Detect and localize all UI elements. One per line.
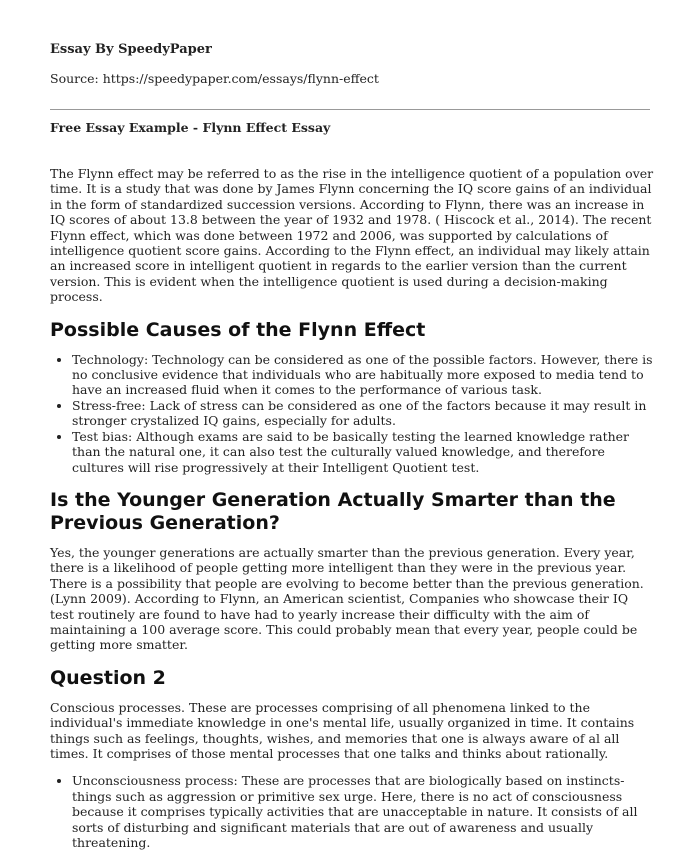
list-item: • Technology: Technology can be considered as one of the possible factors. However, there is no conclusive evidence that individuals who are habitually more exposed to media tend to have an increased fluid when it comes to the performance of various task. [72, 352, 655, 398]
question-2-paragraph: Conscious processes. These are processes comprising of all phenomena linked to the individual's immediate knowledge in one's mental life, usually organized in time. It contains things such as feelings, thoughts, wishes, and memories that one is always aware of al all times. It comprises of those mental processes that one talks and thinks about rationally. [50, 699, 635, 761]
generation-paragraph: Yes, the younger generations are actually smarter than the previous generation. Every year, there is a likelihood of people getting more intelligent than they were in the previous year. There is a possibility that people are evolving to become better than the previous generation. (Lynn 2009). According to Flynn, an American scientist, Companies who showcase their IQ test routinely are found to have had to yearly increase their difficulty with the aim of maintaining a 100 average score. This could probably mean that every year, people could be getting more smatter. [50, 544, 644, 653]
source-line: Source: https://speedypaper.com/essays/flynn-effect [50, 71, 379, 86]
section-heading-question-2: Question 2 [50, 666, 166, 689]
list-item: • Stress-free: Lack of stress can be considered as one of the factors because it may result in stronger crystalized IQ gains, especially for adults. [72, 398, 655, 429]
processes-list [50, 773, 655, 850]
header-divider [50, 109, 650, 110]
section-heading-causes: Possible Causes of the Flynn Effect [50, 318, 426, 341]
essay-content [50, 166, 655, 850]
essay-author-line: Essay By SpeedyPaper [50, 42, 212, 57]
list-item: • Test bias: Although exams are said to be basically testing the learned knowledge rather than the natural one, it can also test the culturally valued knowledge, and therefore cultures will rise progressively at their Intelligent Quotient test. [72, 429, 655, 475]
section-heading-generation: Is the Younger Generation Actually Smarter than the Previous Generation? [50, 488, 616, 534]
essay-title: Free Essay Example - Flynn Effect Essay [50, 120, 331, 135]
list-item: • Unconsciousness process: These are processes that are biologically based on instincts-things such as aggression or primitive sex urge. Here, there is no act of consciousness because it comprises typically activities that are unacceptable in nature. It consists of all sorts of disturbing and significant materials that are out of awareness and usually threatening. [72, 773, 655, 850]
causes-list [50, 352, 655, 475]
intro-paragraph: The Flynn effect may be referred to as the rise in the intelligence quotient of a population over time. It is a study that was done by James Flynn concerning the IQ score gains of an individual in the form of standardized succession versions. According to Flynn, there was an increase in IQ scores of about 13.8 between the year of 1932 and 1978. ( Hiscock et al., 2014). The recent Flynn effect, which was done between 1972 and 2006, was supported by calculations of intelligence quotient score gains. According to the Flynn effect, an individual may likely attain an increased score in intelligent quotient in regards to the earlier version than the current version. This is evident when the intelligence quotient is used during a decision-making process. [50, 166, 654, 305]
